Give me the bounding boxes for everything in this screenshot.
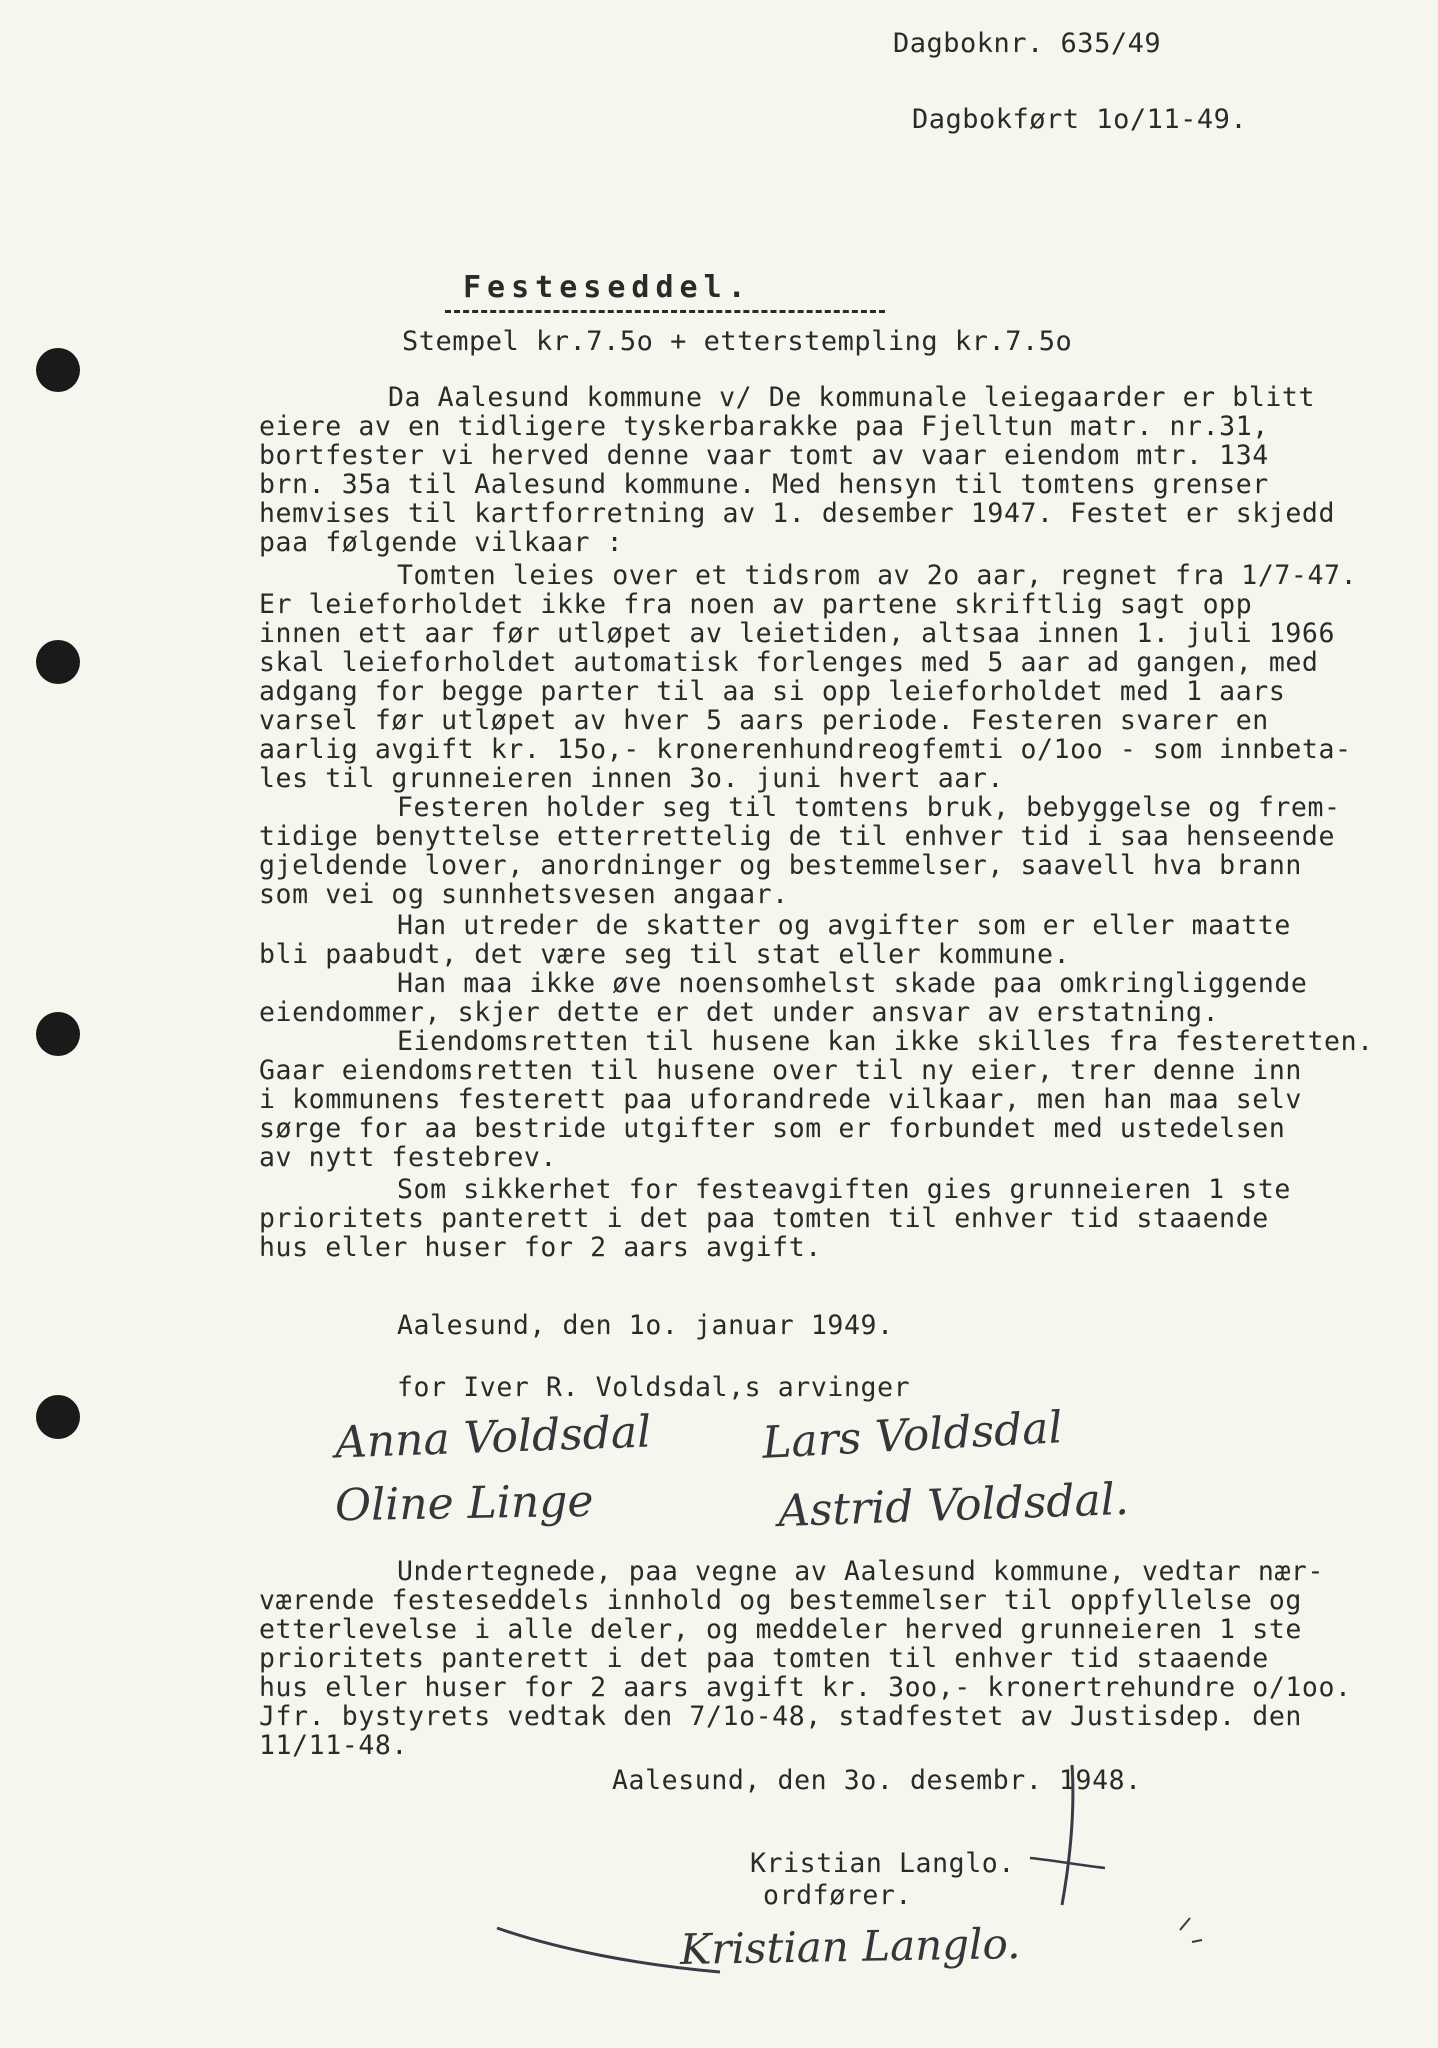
- body-line: adgang for begge parter til aa si opp leieforholdet med 1 aars: [259, 676, 1286, 707]
- body-line: bli paabudt, det være seg til stat eller kommune.: [259, 939, 1071, 970]
- body-line: les til grunneieren innen 3o. juni hvert aar.: [259, 763, 1004, 794]
- signature-lars-voldsdal: Lars Voldsdal: [760, 1402, 1064, 1469]
- journal-date: Dagbokført 1o/11-49.: [912, 104, 1248, 135]
- body-line: i kommunens festerett paa uforandrede vilkaar, men han maa selv: [259, 1084, 1302, 1115]
- body-line: prioritets panterett i det paa tomten til enhver tid staaende: [259, 1203, 1269, 1234]
- mayor-title: ordfører.: [763, 1880, 912, 1911]
- body-line: 11/11-48.: [259, 1730, 408, 1761]
- place-date: Aalesund, den 1o. januar 1949.: [397, 1310, 894, 1341]
- body-line: tidige benyttelse etterrettelig de til enhver tid i saa henseende: [259, 821, 1336, 852]
- body-line: Han utreder de skatter og avgifter som er eller maatte: [397, 910, 1291, 941]
- body-line: aarlig avgift kr. 15o,- kronerenhundreogfemti o/1oo - som innbeta-: [259, 734, 1352, 765]
- body-line: Gaar eiendomsretten til husene over til ny eier, trer denne inn: [259, 1055, 1302, 1086]
- body-line: paa følgende vilkaar :: [259, 527, 624, 558]
- body-line: prioritets panterett i det paa tomten til enhver tid staaende: [259, 1643, 1269, 1674]
- body-line: bortfester vi herved denne vaar tomt av vaar eiendom mtr. 134: [259, 440, 1269, 471]
- body-line: innen ett aar før utløpet av leietiden, altsaa innen 1. juli 1966: [259, 618, 1336, 649]
- signature-oline-linge: Oline Linge: [334, 1475, 594, 1532]
- mayor-name: Kristian Langlo.: [750, 1848, 1015, 1879]
- mayor-signature: Kristian Langlo.: [679, 1919, 1021, 1974]
- body-line: av nytt festebrev.: [259, 1142, 557, 1173]
- body-line: hus eller huser for 2 aars avgift.: [259, 1232, 822, 1263]
- journal-number: Dagboknr. 635/49: [893, 28, 1162, 59]
- body-line: varsel før utløpet av hver 5 aars periode. Festeren svarer en: [259, 705, 1269, 736]
- body-line: eiendommer, skjer dette er det under ansvar av erstatning.: [259, 997, 1220, 1028]
- body-line: Han maa ikke øve noensomhelst skade paa omkringliggende: [397, 968, 1308, 999]
- body-line: Undertegnede, paa vegne av Aalesund kommune, vedtar nær-: [397, 1556, 1325, 1587]
- body-line: gjeldende lover, anordninger og bestemmelser, saavell hva brann: [259, 850, 1302, 881]
- signature-astrid-voldsdal: Astrid Voldsdal.: [777, 1473, 1130, 1538]
- body-line: som vei og sunnhetsvesen angaar.: [259, 879, 789, 910]
- document-title: Festeseddel.: [463, 270, 752, 305]
- body-line: Tomten leies over et tidsrom av 2o aar, regnet fra 1/7-47.: [397, 560, 1358, 591]
- body-line: Jfr. bystyrets vedtak den 7/1o-48, stadfestet av Justisdep. den: [259, 1701, 1302, 1732]
- place-date: Aalesund, den 3o. desembr. 1948.: [612, 1765, 1142, 1796]
- body-line: Festeren holder seg til tomtens bruk, bebyggelse og frem-: [397, 792, 1341, 823]
- body-line: Da Aalesund kommune v/ De kommunale leiegaarder er blitt: [388, 382, 1316, 413]
- body-line: brn. 35a til Aalesund kommune. Med hensyn til tomtens grenser: [259, 469, 1269, 500]
- body-line: eiere av en tidligere tyskerbarakke paa Fjelltun matr. nr.31,: [259, 411, 1269, 442]
- body-line: Som sikkerhet for festeavgiften gies grunneieren 1 ste: [397, 1174, 1291, 1205]
- body-line: hemvises til kartforretning av 1. desember 1947. Festet er skjedd: [259, 498, 1336, 529]
- body-line: etterlevelse i alle deler, og meddeler herved grunneieren 1 ste: [259, 1614, 1302, 1645]
- body-line: Er leieforholdet ikke fra noen av partene skriftlig sagt opp: [259, 589, 1253, 620]
- heirs-line: for Iver R. Voldsdal,s arvinger: [397, 1372, 911, 1403]
- signature-anna-voldsdal: Anna Voldsdal: [334, 1406, 652, 1469]
- body-line: Eiendomsretten til husene kan ikke skilles fra festeretten.: [397, 1026, 1374, 1057]
- stamp-line: Stempel kr.7.5o + etterstempling kr.7.5o: [402, 326, 1073, 357]
- body-line: hus eller huser for 2 aars avgift kr. 3oo,- kronertrehundre o/1oo.: [259, 1672, 1352, 1703]
- body-line: sørge for aa bestride utgifter som er forbundet med ustedelsen: [259, 1113, 1286, 1144]
- body-line: skal leieforholdet automatisk forlenges med 5 aar ad gangen, med: [259, 647, 1319, 678]
- body-line: værende festeseddels innhold og bestemmelser til oppfyllelse og: [259, 1585, 1302, 1616]
